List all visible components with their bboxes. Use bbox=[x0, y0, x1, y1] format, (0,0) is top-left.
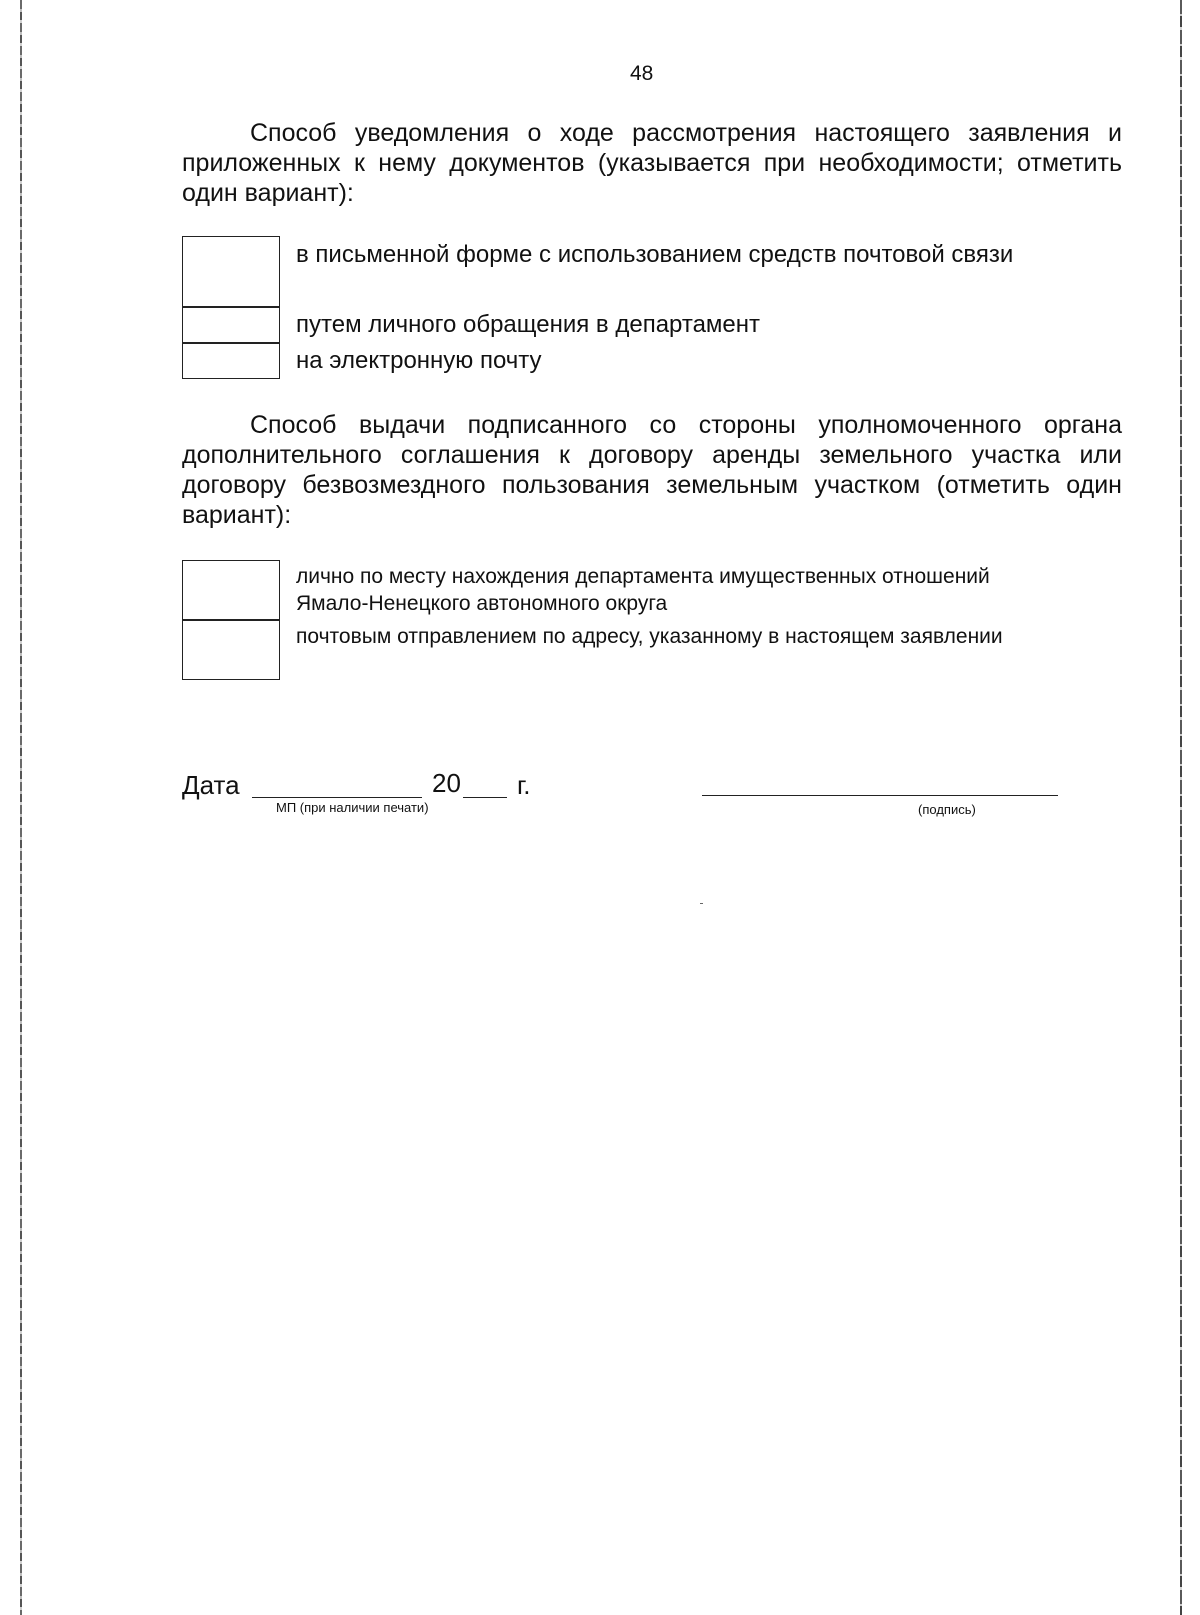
option-email: на электронную почту bbox=[296, 347, 542, 374]
checkbox-postal-delivery[interactable] bbox=[182, 620, 280, 680]
scan-speck bbox=[700, 903, 703, 904]
scan-edge-right bbox=[1180, 0, 1182, 1615]
scan-edge-left bbox=[20, 0, 22, 1615]
option-in-person-pickup: лично по месту нахождения департамента имущественных отношений Ямало-Ненецкого автономного округа bbox=[296, 565, 990, 615]
checkbox-email[interactable] bbox=[182, 343, 280, 379]
notification-method-intro: Способ уведомления о ходе рассмотрения настоящего заявления и приложенных к нему документов (указывается при необходимости; отметить один вариант): bbox=[182, 119, 1122, 207]
year-prefix: 20 bbox=[432, 768, 461, 798]
signature-caption: (подпись) bbox=[918, 802, 976, 817]
option-personal-visit: путем личного обращения в департамент bbox=[296, 311, 761, 338]
delivery-method-intro: Способ выдачи подписанного со стороны уполномоченного органа дополнительного соглашения к договору аренды земельного участка или договору безвозмездного пользования земельным участком (отметить один вариант): bbox=[182, 411, 1122, 529]
signature-line[interactable] bbox=[702, 795, 1058, 796]
page-number: 48 bbox=[630, 62, 654, 85]
year-suffix: г. bbox=[517, 770, 531, 800]
date-blank-line[interactable] bbox=[252, 797, 422, 798]
option-postal-notification: в письменной форме с использованием средств почтовой связи bbox=[296, 241, 1014, 268]
checkbox-in-person-pickup[interactable] bbox=[182, 560, 280, 620]
checkbox-personal-visit[interactable] bbox=[182, 307, 280, 343]
date-label: Дата bbox=[182, 770, 240, 800]
year-blank-line[interactable] bbox=[463, 797, 507, 798]
checkbox-postal-notification[interactable] bbox=[182, 236, 280, 307]
stamp-caption: МП (при наличии печати) bbox=[276, 800, 429, 815]
option-postal-delivery: почтовым отправлением по адресу, указанному в настоящем заявлении bbox=[296, 625, 1003, 648]
